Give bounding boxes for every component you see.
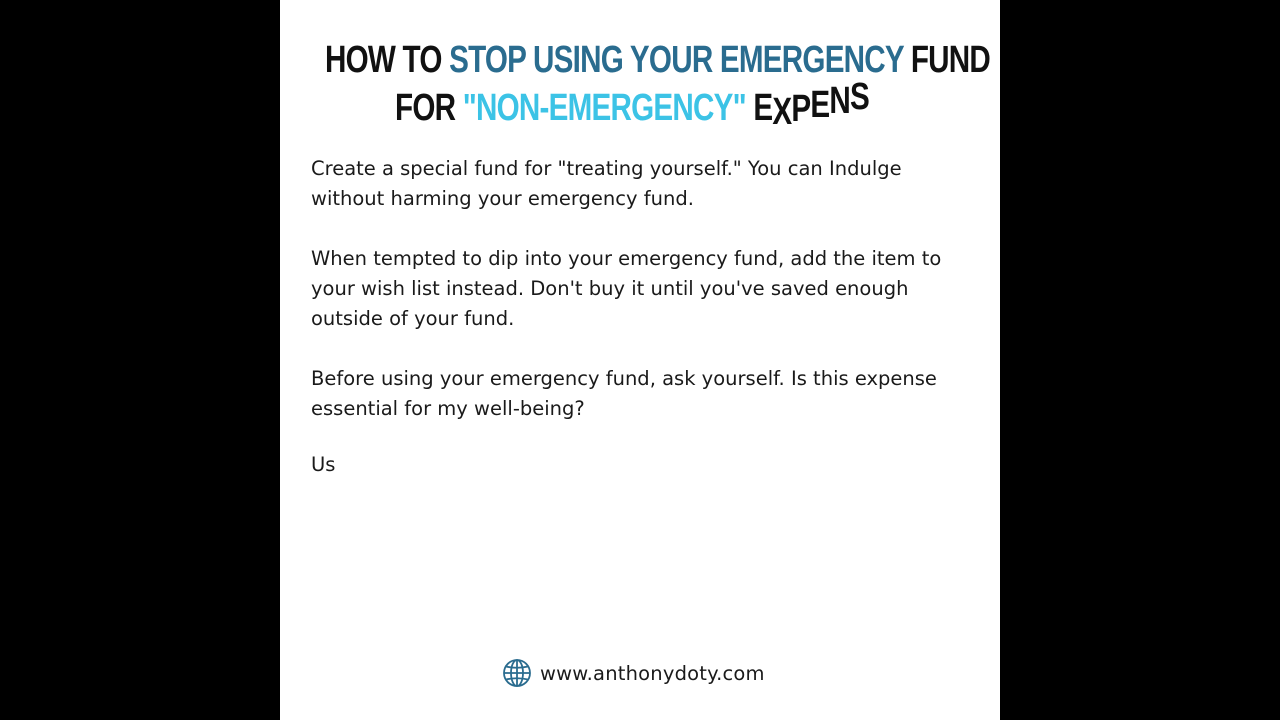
title-letter: X xyxy=(772,91,792,133)
title-text-highlight: STOP USING YOUR EMERGENCY xyxy=(449,39,904,81)
globe-icon xyxy=(502,658,532,688)
title-line-2 xyxy=(395,76,869,133)
paragraph-partial: Us xyxy=(311,453,336,476)
content-card xyxy=(280,0,1000,720)
website-url[interactable]: www.anthonydoty.com xyxy=(540,661,765,685)
title-letter: S xyxy=(849,76,869,118)
title-letter: N xyxy=(829,80,850,122)
title-text-for: FOR xyxy=(395,87,463,129)
paragraph-treat-yourself: Create a special fund for "treating yourself." You can Indulge without harming your emergency fund. xyxy=(311,157,902,210)
footer-website xyxy=(502,658,765,688)
title-line-1 xyxy=(325,38,990,82)
paragraph-wish-list: When tempted to dip into your emergency fund, add the item to your wish list instead. Don't buy it until you've saved enough outside of your fund. xyxy=(311,247,942,330)
title-text-expens-animated xyxy=(753,76,869,133)
title-letter: P xyxy=(791,88,811,130)
title-text-how-to: HOW TO xyxy=(325,39,450,81)
title-letter: E xyxy=(810,84,830,126)
title-text-non-emergency: "NON-EMERGENCY" xyxy=(462,87,746,129)
title-text-fund: FUND xyxy=(903,39,991,81)
title-letter: E xyxy=(753,87,773,129)
paragraph-ask-yourself: Before using your emergency fund, ask yourself. Is this expense essential for my well-being? xyxy=(311,367,937,420)
